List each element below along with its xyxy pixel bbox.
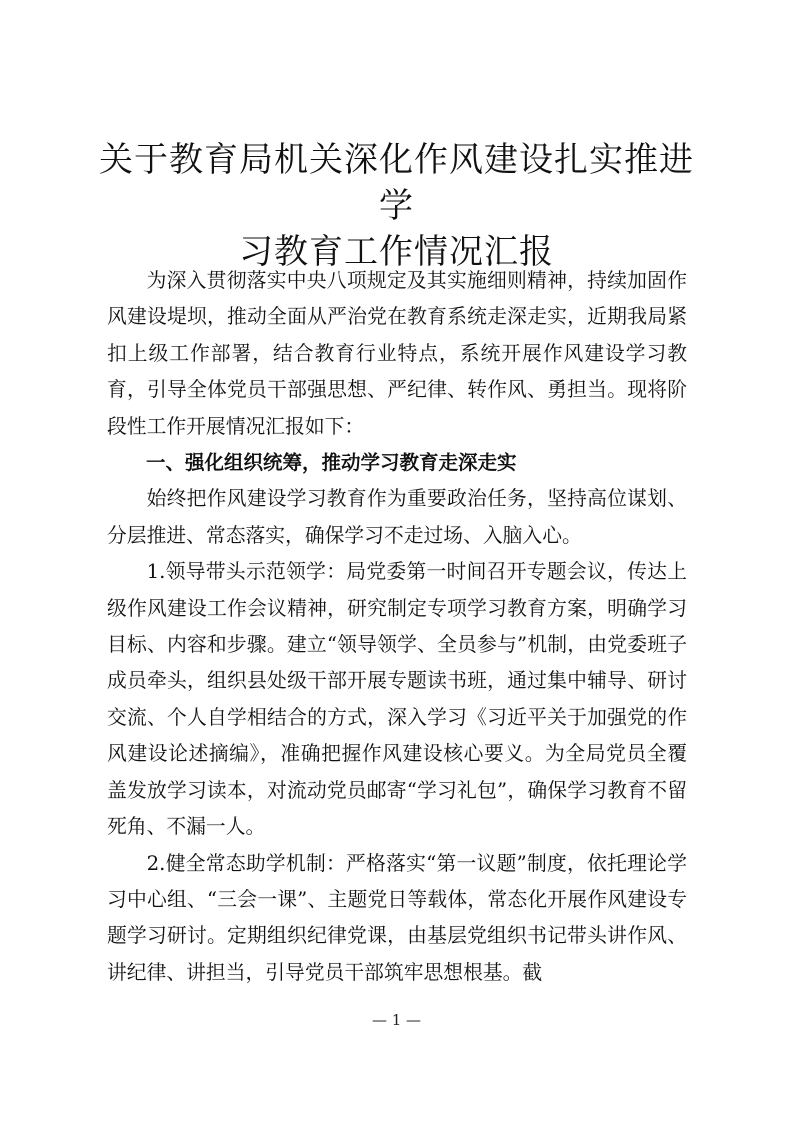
item-1-paragraph: 1.领导带头示范领学：局党委第一时间召开专题会议，传达上级作风建设工作会议精神，研究制定专项学习教育方案，明确学习目标、内容和步骤。建立“领导领学、全员参与”机制，由党委班子成员牵头，组织县处级干部开展专题读书班，通过集中辅导、研讨交流、个人自学相结合的方式，深入学习《习近平关于加强党的作风建设论述摘编》，准确把握作风建设核心要义。为全局党员全覆盖发放学习读本，对流动党员邮寄“学习礼包”，确保学习教育不留死角、不漏一人。 <box>107 560 687 839</box>
section-heading-1: 一、强化组织统筹，推动学习教育走深走实 <box>146 451 517 475</box>
title-line-1: 关于教育局机关深化作风建设扎实推进学 <box>99 140 694 226</box>
intro-paragraph: 为深入贯彻落实中央八项规定及其实施细则精神，持续加固作风建设堤坝，推动全面从严治党在教育系统走深走实，近期我局紧扣上级工作部署，结合教育行业特点，系统开展作风建设学习教育，引导全体党员干部强思想、严纪律、转作风、勇担当。现将阶段性工作开展情况汇报如下： <box>107 269 687 438</box>
section-1-summary: 始终把作风建设学习教育作为重要政治任务，坚持高位谋划、分层推进、常态落实，确保学习不走过场、入脑入心。 <box>107 487 687 547</box>
item-2-paragraph: 2.健全常态助学机制：严格落实“第一议题”制度，依托理论学习中心组、“三会一课”、主题党日等载体，常态化开展作风建设专题学习研讨。定期组织纪律党课，由基层党组织书记带头讲作风、讲纪律、讲担当，引导党员干部筑牢思想根基。截 <box>107 851 687 984</box>
document-body <box>107 263 687 991</box>
page-number: — 1 — <box>371 1011 422 1029</box>
document-title <box>90 137 703 275</box>
title-line-2: 习教育工作情况汇报 <box>239 232 554 272</box>
